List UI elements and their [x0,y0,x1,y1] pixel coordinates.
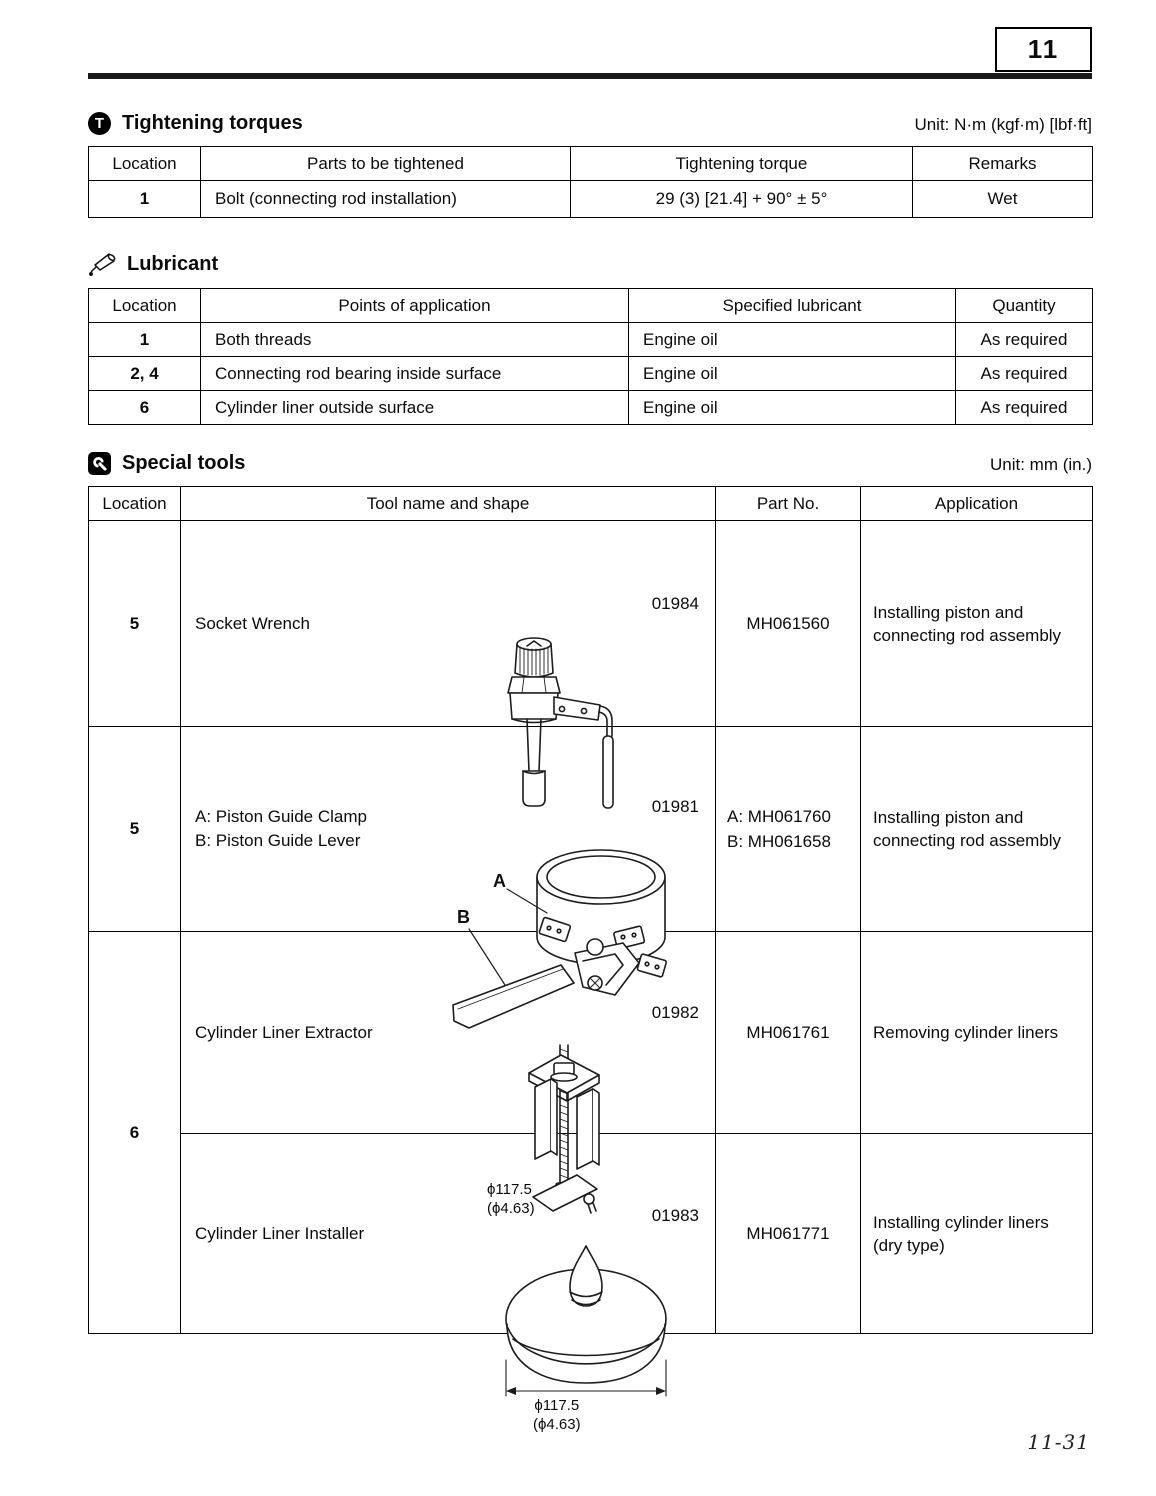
figure-number: 01981 [651,797,699,816]
location-cell: 6 [89,391,201,425]
callout-label-b: B [457,907,470,927]
application-point-cell: Connecting rod bearing inside surface [201,357,629,391]
lubricant-header [88,251,1092,277]
tool-name: Cylinder Liner Installer [195,1223,365,1243]
table-row [89,391,1093,425]
column-header: Location [89,289,201,323]
torque-cell: 29 (3) [21.4] + 90° ± 5° [571,181,913,218]
dimension-value-inch: (ϕ4.63) [533,1415,581,1433]
table-row [89,357,1093,391]
header-rule [88,73,1092,79]
tool-cell [181,727,716,932]
lubricant-table [88,288,1093,425]
torque-circle-icon [88,112,111,135]
lubricant-title-row [88,251,218,277]
section-tightening-torques [88,112,1092,218]
unit-label: Unit: N·m (kgf·m) [lbf·ft] [914,115,1092,134]
part-no-cell: MH061761 [716,932,861,1134]
part-no-line: A: MH061760 [727,807,831,826]
column-header: Tool name and shape [181,487,716,521]
table-header-row [89,487,1093,521]
section-lubricant [88,251,1092,425]
wrench-icon [88,452,111,475]
lubricant-cell: Engine oil [629,323,956,357]
application-cell: Installing piston and connecting rod assembly [861,727,1093,932]
dimension-value: ϕ117.5 [534,1396,580,1414]
unit-label: Unit: mm (in.) [990,455,1092,474]
application-cell: Installing piston and connecting rod assembly [861,521,1093,727]
oil-can-icon [88,251,116,277]
tool-name-line: B: Piston Guide Lever [195,831,361,850]
table-row [89,521,1093,727]
table-row [89,181,1093,218]
column-header: Parts to be tightened [201,147,571,181]
column-header: Quantity [956,289,1093,323]
special-tools-table [88,486,1093,1433]
application-point-cell: Both threads [201,323,629,357]
tool-name [195,805,367,853]
tool-name: Socket Wrench [195,613,310,633]
application-cell: Removing cylinder liners [861,932,1093,1134]
table-header-row [89,289,1093,323]
figure-number: 01984 [651,593,699,613]
dimension-value-inch: (ϕ4.63) [487,1199,535,1217]
location-cell: 5 [89,521,181,727]
special-tools-title-row [88,452,245,475]
torque-icon-letter: T [94,115,105,132]
location-cell: 6 [89,932,181,1334]
callout-label-a: A [493,871,506,891]
tightening-table [88,146,1093,218]
parts-cell: Bolt (connecting rod installation) [201,181,571,218]
section-title: Tightening torques [122,112,303,134]
part-no-cell: MH061560 [716,521,861,727]
section-title: Special tools [122,452,246,474]
piston-guide-clamp-illustration [443,837,713,1029]
section-special-tools [88,452,1092,1433]
location-cell: 1 [89,323,201,357]
part-no-cell: MH061771 [716,1134,861,1334]
tightening-title-row [88,112,303,135]
part-no-cell [716,727,861,932]
figure-number: 01983 [651,1205,699,1225]
chapter-number-box [995,27,1092,72]
column-header: Tightening torque [571,147,913,181]
tool-name-line: A: Piston Guide Clamp [195,807,367,826]
quantity-cell: As required [956,357,1093,391]
lubricant-cell: Engine oil [629,391,956,425]
part-no-line: B: MH061658 [727,832,831,851]
section-title: Lubricant [127,252,219,275]
tightening-header [88,112,1092,135]
application-cell: Installing cylinder liners (dry type) [861,1134,1093,1334]
tool-name: Cylinder Liner Extractor [195,1022,373,1042]
cylinder-liner-installer-illustration [491,1242,681,1404]
tool-cell [181,1134,716,1433]
table-header-row [89,147,1093,181]
location-cell: 1 [89,181,201,218]
lubricant-cell: Engine oil [629,357,956,391]
quantity-cell: As required [956,323,1093,357]
remarks-cell: Wet [913,181,1093,218]
column-header: Part No. [716,487,861,521]
table-row [89,323,1093,357]
column-header: Location [89,147,201,181]
application-point-cell: Cylinder liner outside surface [201,391,629,425]
page-number: 11-31 [1027,1430,1090,1454]
dimension-value: ϕ117.5 [487,1180,532,1198]
dimension-label [533,1396,581,1434]
special-tools-header [88,452,1092,475]
column-header: Remarks [913,147,1093,181]
socket-wrench-illustration [496,633,626,819]
column-header: Specified lubricant [629,289,956,323]
column-header: Application [861,487,1093,521]
column-header: Points of application [201,289,629,323]
location-cell: 5 [89,727,181,932]
dimension-label [487,1180,535,1218]
chapter-number: 11 [1027,34,1060,64]
figure-number: 01982 [651,1002,699,1022]
location-cell: 2, 4 [89,357,201,391]
tool-cell [181,521,716,727]
quantity-cell: As required [956,391,1093,425]
column-header: Location [89,487,181,521]
